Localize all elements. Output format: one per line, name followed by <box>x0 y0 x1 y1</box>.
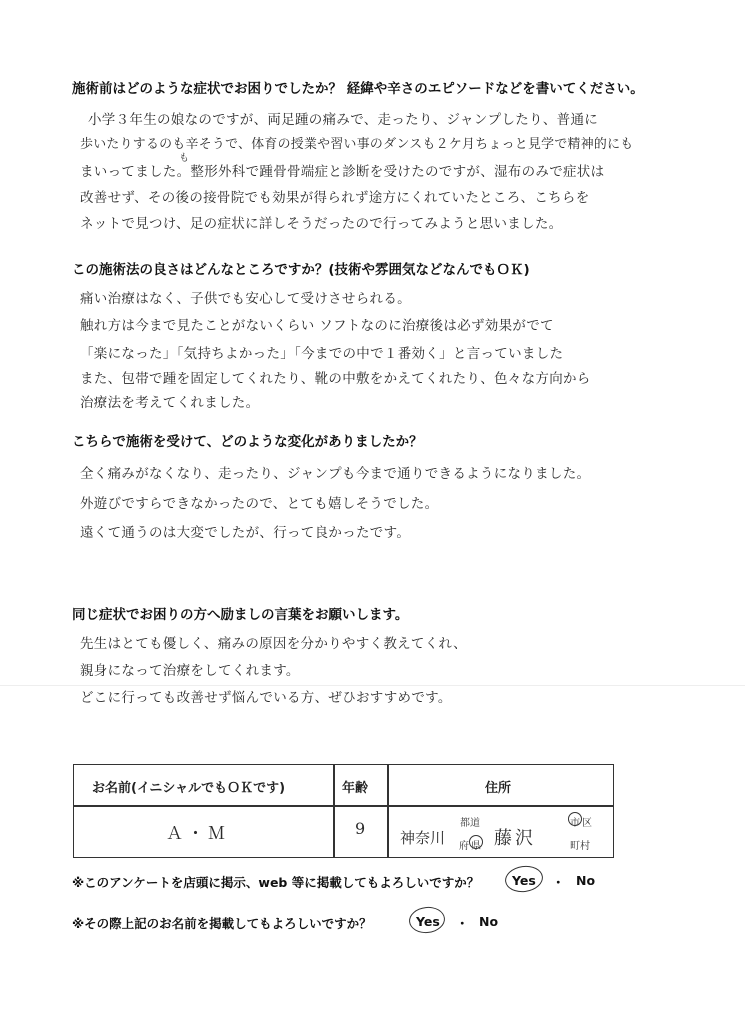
answer-line: 先生はとても優しく、痛みの原因を分かりやすく教えてくれ、 <box>80 636 467 652</box>
selection-circle <box>568 812 582 826</box>
table-divider <box>387 765 389 857</box>
answer-line: どこに行っても改善せず悩んでいる方、ぜひおすすめです。 <box>80 690 452 706</box>
answer-line: 治療法を考えてくれました。 <box>80 395 260 411</box>
option-separator: ・ <box>456 916 469 931</box>
answer-line: 親身になって治療をしてくれます。 <box>80 663 300 679</box>
question-changes: こちらで施術を受けて、どのような変化がありましたか？ <box>72 434 423 450</box>
table-divider <box>74 805 613 807</box>
city-suffix-ku: 区 <box>582 818 592 829</box>
prefecture-suffix-top: 都道 <box>460 818 480 829</box>
answer-line: 外遊びですらできなかったので、とても嬉しそうでした。 <box>80 496 439 512</box>
city-value: 藤沢 <box>494 828 536 849</box>
name-header: お名前(イニシャルでもＯＫです) <box>92 781 286 796</box>
no-option[interactable]: No <box>479 914 499 929</box>
no-option[interactable]: No <box>576 873 596 888</box>
city-suffix-bottom: 町村 <box>570 841 590 852</box>
yes-option[interactable]: Yes <box>416 914 440 929</box>
answer-line: 改善せず、その後の接骨院でも効果が得られず途方にくれていたところ、こちらを <box>80 190 590 206</box>
prefecture-suffix-fu: 府 <box>459 841 469 852</box>
question-merits: この施術法の良さはどんなところですか？(技術や雰囲気などなんでもＯＫ) <box>72 262 530 278</box>
answer-line: 痛い治療はなく、子供でも安心して受けさせられる。 <box>80 291 411 307</box>
answer-line: 歩いたりするのも辛そうで、体育の授業や習い事のダンスも２ケ月ちょっと見学で精神的にも <box>80 137 634 152</box>
prefecture-suffix-ken: 県 <box>471 841 481 852</box>
option-separator: ・ <box>552 875 565 890</box>
question-symptoms: 施術前はどのような症状でお困りでしたか？ 経緯や辛さのエピソードなどを書いてください。 <box>72 81 644 97</box>
answer-line: まいってました。整形外科で踵骨骨端症と診断を受けたのですが、湿布のみで症状は <box>80 164 605 180</box>
answer-line: ネットで見つけ、足の症状に詳しそうだったので行ってみようと思いました。 <box>80 216 563 232</box>
selection-circle <box>408 905 447 935</box>
answer-line: 「楽になった」「気持ちよかった」「今までの中で１番効く」と言っていました <box>80 346 564 362</box>
table-divider <box>333 765 335 857</box>
answer-line: 触れ方は今まで見たことがないくらい ソフトなのに治療後は必ず効果がでて <box>80 318 554 334</box>
name-value: Ａ・Ｍ <box>166 824 229 844</box>
city-suffix-shi: 市 <box>570 818 580 829</box>
answer-line: 小学３年生の娘なのですが、両足踵の痛みで、走ったり、ジャンプしたり、普通に <box>88 112 599 128</box>
answer-line: また、包帯で踵を固定してくれたり、靴の中敷をかえてくれたり、色々な方向から <box>80 371 591 387</box>
permission-question-name: ※その際上記のお名前を掲載してもよろしいですか？ <box>72 916 372 931</box>
selection-circle <box>469 835 483 849</box>
answer-line: 遠くて通うのは大変でしたが、行って良かったです。 <box>80 525 411 541</box>
yes-option[interactable]: Yes <box>512 873 536 888</box>
selection-circle <box>503 863 544 894</box>
permission-question-post: ※このアンケートを店頭に掲示、web 等に掲載してもよろしいですか？ <box>72 875 480 890</box>
inserted-mark: も <box>179 153 189 164</box>
age-value: 9 <box>355 819 366 838</box>
address-header: 住所 <box>485 781 512 796</box>
info-table <box>73 764 614 858</box>
question-encouragement: 同じ症状でお困りの方へ励ましの言葉をお願いします。 <box>72 607 409 623</box>
answer-line: 全く痛みがなくなり、走ったり、ジャンプも今まで通りできるようになりました。 <box>80 466 591 482</box>
prefecture-value: 神奈川 <box>400 829 446 847</box>
age-header: 年齢 <box>342 781 369 796</box>
